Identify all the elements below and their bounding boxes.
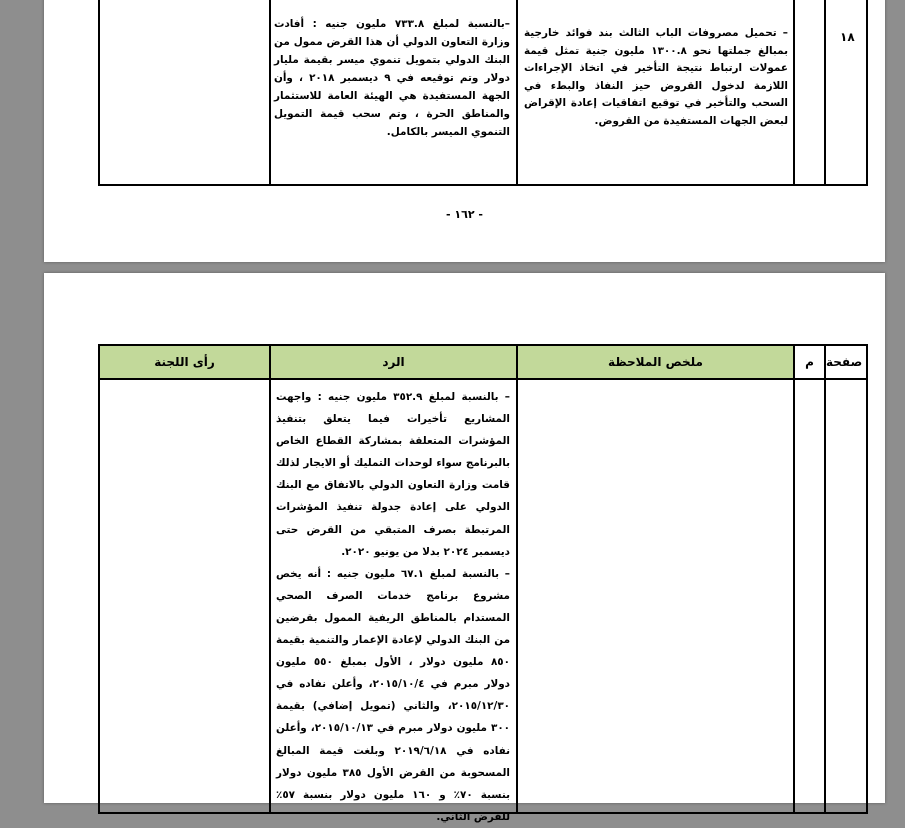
response-cell: –بالنسبة لمبلغ ٧٣٣.٨ مليون جنيه : أفادت وزارة التعاون الدولي أن هذا القرض ممول من البنك الدولي بتمويل تنموي ميسر بقيمة مليار دولار وتم توقيعه في ٩ ديسمبر ٢٠١٨ ، وأن الجهة المستفيدة هي الهيئة العامة للاستثمار والمناطق الحرة ، وتم سحب قيمة التمويل التنموي الميسر بالكامل. — [274, 18, 511, 138]
header-note-summary: ملخص الملاحظة — [518, 346, 793, 378]
header-page: صفحة — [826, 355, 863, 369]
response-cell: – بالنسبة لمبلغ ٣٥٢.٩ مليون جنيه : واجهت المشاريع تأخيرات فيما يتعلق بتنفيذ المؤشرات المتعلقة بمشاركة القطاع الخاص بالبرنامج سواء لوحدات التمليك أو الايجار لذلك قامت وزارة التعاون الدولي بالاتفاق مع البنك الدولي على إعادة جدولة تنفيذ المؤشرات المرتبطة بصرف المتبقي من القرض حتى ديسمبر ٢٠٢٤ بدلا من يونيو ٢٠٢٠. – بالنسبة لمبلغ ٦٧.١ مليون جنيه : أنه يخص مشروع برنامج خدمات الصرف الصحي المستدام بالمناطق الريفية الممول بقرضين من البنك الدولي لإعادة الإعمار والتنمية بقيمة ٨٥٠ مليون دولار ، الأول بمبلغ ٥٥٠ مليون دولار مبرم في ٢٠١٥/١٠/٤، وأعلن نفاده في ٢٠١٥/١٢/٣٠، والثاني (تمويل إضافي) بقيمة ٣٠٠ مليون دولار مبرم في ٢٠١٥/١٠/١٣، وأعلن نفاده في ٢٠١٩/٦/١٨ وبلغت قيمة المبالغ المسحوبة من القرض الأول ٣٨٥ مليون دولار بنسبة ٧٠٪ و ١٦٠ مليون دولار بنسبة ٥٧٪ للقرض الثاني. — [276, 391, 511, 823]
row-number: ١٨ — [840, 30, 855, 44]
page-number: - ١٦٢ - — [446, 208, 483, 221]
notes-table — [98, 344, 868, 823]
document-page-163 — [44, 273, 885, 823]
document-page-162 — [44, 0, 885, 262]
header-response: الرد — [271, 346, 516, 378]
note-summary-cell: – تحميل مصروفات الباب الثالث بند فوائد خارجية بمبالغ جملتها نحو ١٣٠٠.٨ مليون جنية تمثل قيمة عمولات ارتباط نتيجة التأخير في اتخاذ الإجراءات اللازمة لدخول القروض حيز النفاذ والبطء في السحب والتأخير في توقيع اتفاقيات إعادة الإقراض لبعض الجهات المستفيدة من القروض. — [524, 27, 788, 127]
header-m: م — [805, 355, 814, 369]
notes-table-continued — [98, 0, 868, 186]
header-committee-opinion: رأى اللجنة — [100, 346, 269, 378]
table-header-row — [100, 346, 866, 380]
